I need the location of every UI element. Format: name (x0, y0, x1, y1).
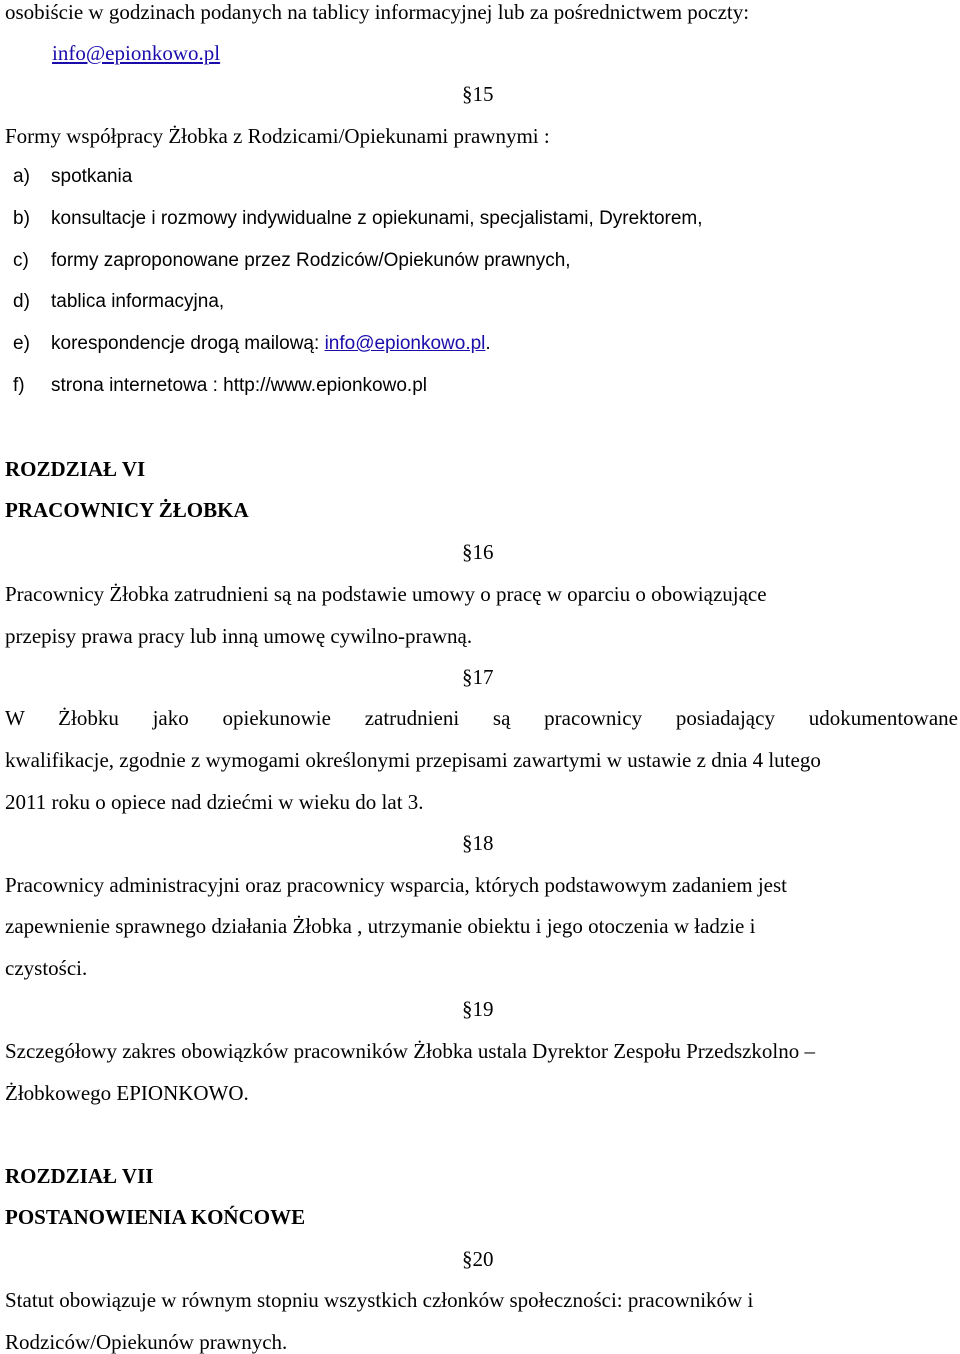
section-15-intro: Formy współpracy Żłobka z Rodzicami/Opiekunami prawnymi : (5, 124, 550, 148)
list-item-text: korespondencje drogą mailową: (51, 333, 325, 354)
section-18-heading: §18 (462, 831, 494, 855)
paragraph-line: przepisy prawa pracy lub inną umowę cywilno-prawną. (5, 624, 473, 648)
paragraph-line: kwalifikacje, zgodnie z wymogami określonymi przepisami zawartymi w ustawie z dnia 4 lutego (5, 748, 821, 772)
list-marker: f) (13, 375, 25, 396)
email-link[interactable]: info@epionkowo.pl (324, 333, 486, 354)
list-item-text: konsultacje i rozmowy indywidualne z opiekunami, specjalistami, Dyrektorem, (51, 208, 703, 229)
section-17-heading: §17 (462, 665, 494, 689)
section-15-heading: §15 (462, 82, 494, 106)
paragraph-line: Rodziców/Opiekunów prawnych. (5, 1330, 288, 1354)
section-19-heading: §19 (462, 997, 494, 1021)
list-item (13, 290, 224, 314)
list-item-text: strona internetowa : http://www.epionkowo.pl (51, 375, 427, 396)
chapter-subtitle: PRACOWNICY ŻŁOBKA (5, 498, 249, 522)
list-item-text: tablica informacyjna, (51, 291, 225, 312)
list-marker: b) (13, 208, 30, 229)
list-marker: a) (13, 166, 30, 187)
section-16-heading: §16 (462, 540, 494, 564)
section-number: 15 (472, 82, 494, 106)
list-marker: d) (13, 291, 30, 312)
list-item-suffix: . (485, 333, 491, 354)
chapter-subtitle: POSTANOWIENIA KOŃCOWE (5, 1205, 306, 1229)
section-number: 19 (472, 997, 494, 1021)
email-link-text[interactable]: info@epionkowo.pl (52, 41, 221, 65)
list-item (13, 332, 491, 356)
paragraph-line: 2011 roku o opiece nad dziećmi w wieku do lat 3. (5, 790, 424, 814)
paragraph-line: czystości. (5, 956, 88, 980)
list-item-text: formy zaproponowane przez Rodziców/Opiekunów prawnych, (51, 250, 571, 271)
paragraph-line: Statut obowiązuje w równym stopniu wszystkich członków społeczności: pracowników i (5, 1288, 754, 1312)
list-item (13, 165, 132, 189)
paragraph-line: Żłobkowego EPIONKOWO. (5, 1081, 249, 1105)
list-item (13, 249, 571, 273)
list-marker: c) (13, 250, 29, 271)
paragraph-line: zapewnienie sprawnego działania Żłobka , utrzymanie obiektu i jego otoczenia w ładzie i (5, 914, 756, 938)
section-number: 17 (472, 665, 494, 689)
chapter-title: ROZDZIAŁ VII (5, 1164, 154, 1188)
paragraph-line: W Żłobku jako opiekunowie zatrudnieni są pracownicy posiadający udokumentowane (5, 706, 958, 730)
list-marker: e) (13, 333, 30, 354)
section-20-heading: §20 (462, 1247, 494, 1271)
paragraph-line: osobiście w godzinach podanych na tablicy informacyjnej lub za pośrednictwem poczty: (5, 0, 750, 24)
paragraph-line: Szczegółowy zakres obowiązków pracowników Żłobka ustala Dyrektor Zespołu Przedszkolno – (5, 1039, 816, 1063)
list-item-text: spotkania (51, 166, 133, 187)
section-number: 20 (472, 1247, 494, 1271)
section-number: 16 (472, 540, 494, 564)
list-item (13, 374, 427, 398)
list-item (13, 207, 703, 231)
paragraph-line: Pracownicy Żłobka zatrudnieni są na podstawie umowy o pracę w oparciu o obowiązujące (5, 582, 767, 606)
email-link[interactable] (52, 41, 220, 65)
chapter-title: ROZDZIAŁ VI (5, 457, 146, 481)
section-number: 18 (472, 831, 494, 855)
paragraph-line: Pracownicy administracyjni oraz pracownicy wsparcia, których podstawowym zadaniem jest (5, 873, 787, 897)
